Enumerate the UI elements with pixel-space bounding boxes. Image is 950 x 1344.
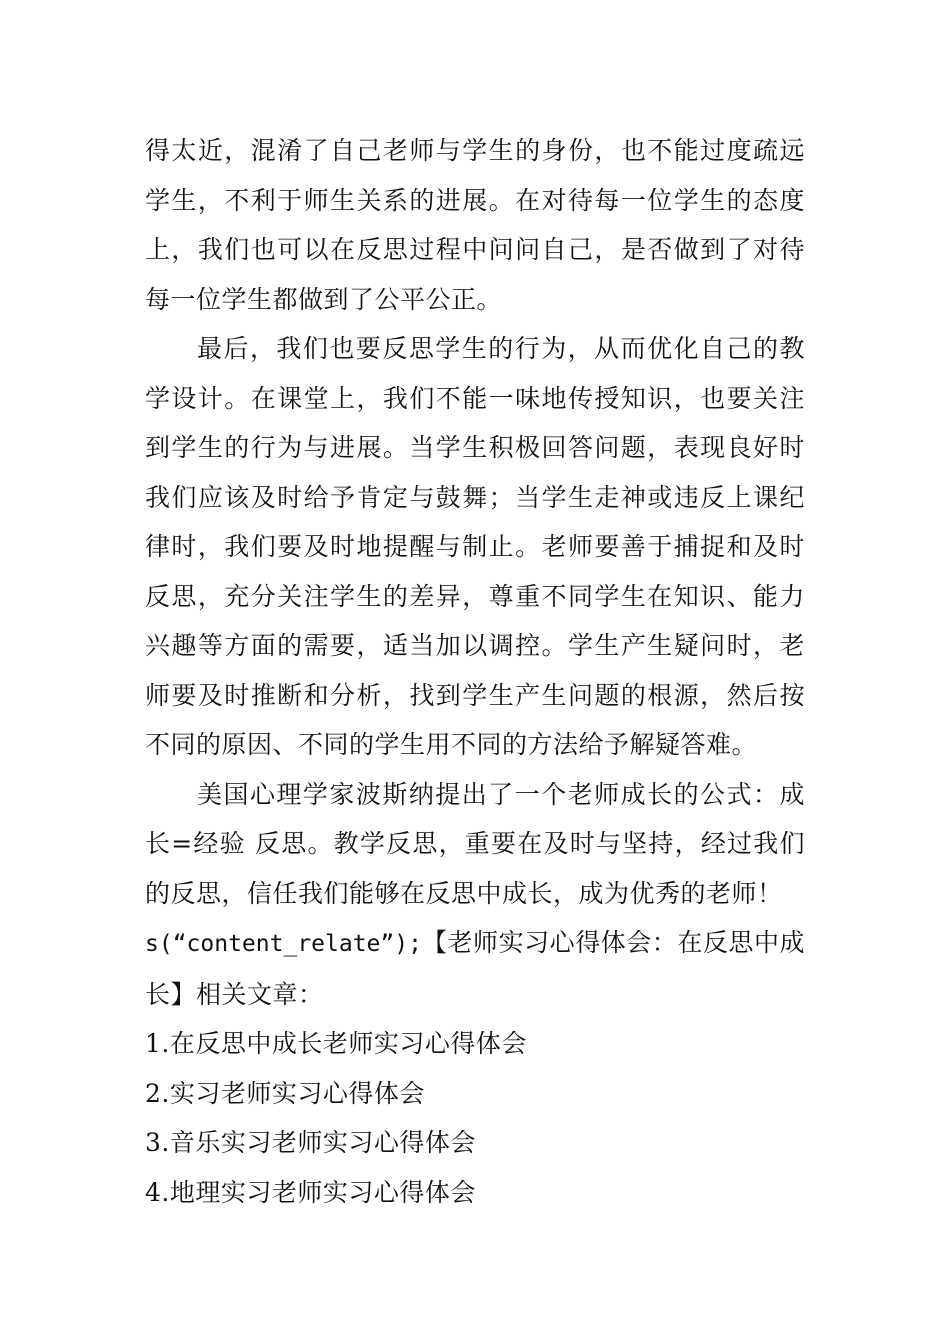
document-body <box>145 126 805 1217</box>
related-code-snippet: s(“content_relate”); <box>145 931 422 957</box>
related-article-link[interactable]: 2.实习老师实习心得体会 <box>145 1078 425 1108</box>
related-article-link[interactable]: 3.音乐实习老师实习心得体会 <box>145 1128 476 1157</box>
paragraph-student-behavior: 最后，我们也要反思学生的行为，从而优化自己的教学设计。在课堂上，我们不能一味地传授知识，也要关注到学生的行为与进展。当学生积极回答问题，表现良好时我们应该及时给予肯定与鼓舞；当学生走神或违反上课纪律时，我们要及时地提醒与制止。老师要善于捕捉和及时反思，充分关注学生的差异，尊重不同学生在知识、能力兴趣等方面的需要，适当加以调控。学生产生疑问时，老师要及时推断和分析，找到学生产生问题的根源，然后按不同的原因、不同的学生用不同的方法给予解疑答难。 <box>145 334 805 759</box>
paragraph-continuation: 得太近，混淆了自己老师与学生的身份，也不能过度疏远学生，不利于师生关系的进展。在对待每一位学生的态度上，我们也可以在反思过程中问问自己，是否做到了对待每一位学生都做到了公平公正。 <box>145 136 805 314</box>
paragraph-growth-formula: 美国心理学家波斯纳提出了一个老师成长的公式：成长=经验 反思。教学反思，重要在及时与坚持，经过我们的反思，信任我们能够在反思中成长，成为优秀的老师！ <box>145 779 805 908</box>
related-articles-header <box>145 918 805 1019</box>
related-article-link[interactable]: 1.在反思中成长老师实习心得体会 <box>145 1029 527 1058</box>
related-article-link[interactable]: 4.地理实习老师实习心得体会 <box>145 1177 476 1207</box>
related-articles-heading: 【老师实习心得体会：在反思中成长】相关文章： <box>145 928 805 1009</box>
